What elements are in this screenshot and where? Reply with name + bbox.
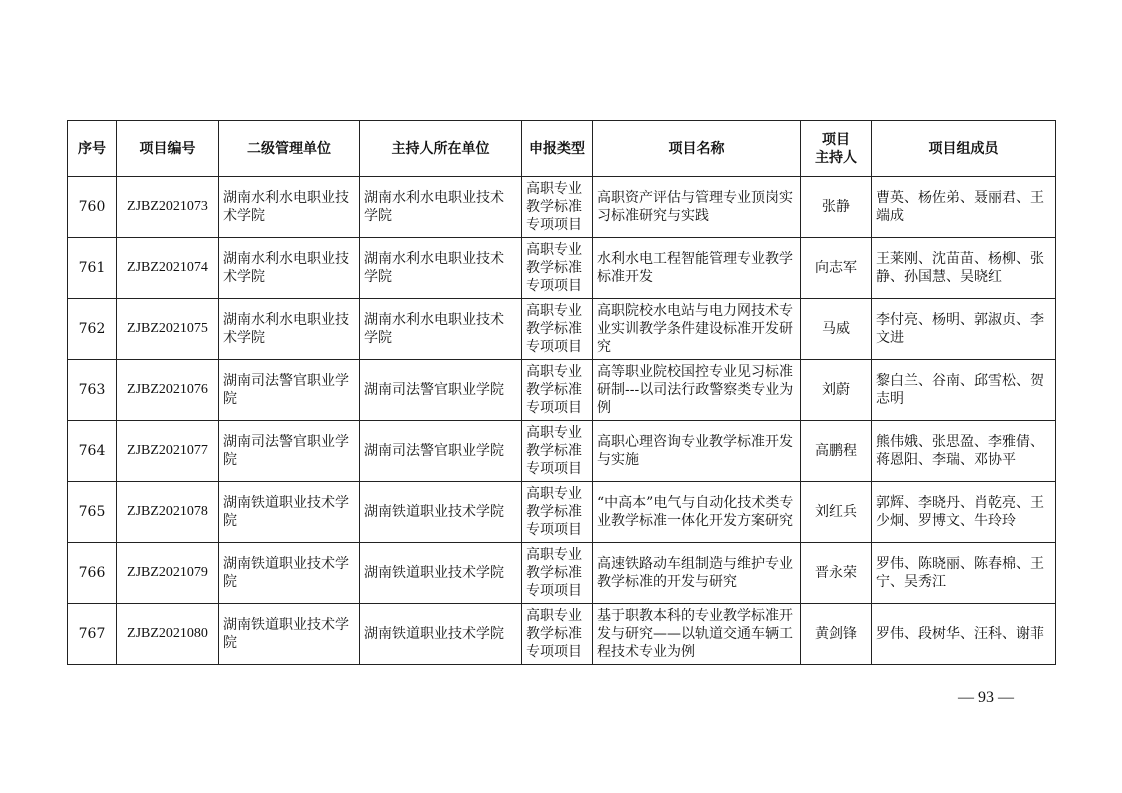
management-unit-cell: 湖南水利水电职业技术学院 xyxy=(219,299,360,360)
project-leader-cell: 张静 xyxy=(801,177,872,238)
management-unit-cell: 湖南铁道职业技术学院 xyxy=(219,604,360,665)
table-body xyxy=(68,177,1056,665)
host-unit-cell: 湖南铁道职业技术学院 xyxy=(360,543,522,604)
table-row xyxy=(68,543,1056,604)
project-name-cell: 高职心理咨询专业教学标准开发与实施 xyxy=(593,421,801,482)
row-index-cell: 765 xyxy=(68,482,117,543)
table-row xyxy=(68,238,1056,299)
project-name-cell: 高等职业院校国控专业见习标准研制---以司法行政警察类专业为例 xyxy=(593,360,801,421)
application-type-cell: 高职专业教学标准专项项目 xyxy=(522,604,593,665)
project-code-cell: ZJBZ2021080 xyxy=(117,604,219,665)
project-code-cell: ZJBZ2021074 xyxy=(117,238,219,299)
project-code-cell: ZJBZ2021077 xyxy=(117,421,219,482)
project-members-cell: 罗伟、段树华、汪科、谢菲 xyxy=(872,604,1056,665)
management-unit-cell: 湖南铁道职业技术学院 xyxy=(219,482,360,543)
header-cell: 项目 主持人 xyxy=(801,121,872,177)
page-number: — 93 — xyxy=(958,689,1014,706)
host-unit-cell: 湖南水利水电职业技术学院 xyxy=(360,238,522,299)
header-cell: 项目编号 xyxy=(117,121,219,177)
header-cell: 申报类型 xyxy=(522,121,593,177)
project-leader-cell: 晋永荣 xyxy=(801,543,872,604)
project-leader-cell: 刘蔚 xyxy=(801,360,872,421)
row-index-cell: 767 xyxy=(68,604,117,665)
project-members-cell: 郭辉、李晓丹、肖乾亮、王少炯、罗博文、牛玲玲 xyxy=(872,482,1056,543)
host-unit-cell: 湖南水利水电职业技术学院 xyxy=(360,299,522,360)
row-index-cell: 763 xyxy=(68,360,117,421)
table-row xyxy=(68,421,1056,482)
project-name-cell: “中高本”电气与自动化技术类专业教学标准一体化开发方案研究 xyxy=(593,482,801,543)
application-type-cell: 高职专业教学标准专项项目 xyxy=(522,482,593,543)
project-code-cell: ZJBZ2021078 xyxy=(117,482,219,543)
project-members-cell: 罗伟、陈晓丽、陈春棉、王宁、吴秀江 xyxy=(872,543,1056,604)
project-code-cell: ZJBZ2021075 xyxy=(117,299,219,360)
application-type-cell: 高职专业教学标准专项项目 xyxy=(522,238,593,299)
host-unit-cell: 湖南水利水电职业技术学院 xyxy=(360,177,522,238)
row-index-cell: 762 xyxy=(68,299,117,360)
header-cell: 项目组成员 xyxy=(872,121,1056,177)
header-cell: 项目名称 xyxy=(593,121,801,177)
application-type-cell: 高职专业教学标准专项项目 xyxy=(522,360,593,421)
project-name-cell: 高职资产评估与管理专业顶岗实习标准研究与实践 xyxy=(593,177,801,238)
table-row xyxy=(68,482,1056,543)
header-cell: 序号 xyxy=(68,121,117,177)
project-members-cell: 黎白兰、谷南、邱雪松、贺志明 xyxy=(872,360,1056,421)
project-leader-cell: 黄剑锋 xyxy=(801,604,872,665)
table-header-row xyxy=(68,121,1056,177)
application-type-cell: 高职专业教学标准专项项目 xyxy=(522,177,593,238)
project-code-cell: ZJBZ2021073 xyxy=(117,177,219,238)
management-unit-cell: 湖南铁道职业技术学院 xyxy=(219,543,360,604)
project-code-cell: ZJBZ2021079 xyxy=(117,543,219,604)
management-unit-cell: 湖南司法警官职业学院 xyxy=(219,421,360,482)
table-row xyxy=(68,299,1056,360)
project-members-cell: 熊伟娥、张思盈、李雅倩、蒋恩阳、李瑞、邓协平 xyxy=(872,421,1056,482)
management-unit-cell: 湖南司法警官职业学院 xyxy=(219,360,360,421)
project-members-cell: 王莱刚、沈苗苗、杨柳、张静、孙国慧、吴晓红 xyxy=(872,238,1056,299)
header-cell: 二级管理单位 xyxy=(219,121,360,177)
project-code-cell: ZJBZ2021076 xyxy=(117,360,219,421)
application-type-cell: 高职专业教学标准专项项目 xyxy=(522,543,593,604)
project-leader-cell: 马威 xyxy=(801,299,872,360)
management-unit-cell: 湖南水利水电职业技术学院 xyxy=(219,177,360,238)
host-unit-cell: 湖南司法警官职业学院 xyxy=(360,360,522,421)
row-index-cell: 764 xyxy=(68,421,117,482)
row-index-cell: 761 xyxy=(68,238,117,299)
project-name-cell: 高速铁路动车组制造与维护专业教学标准的开发与研究 xyxy=(593,543,801,604)
table-row xyxy=(68,604,1056,665)
application-type-cell: 高职专业教学标准专项项目 xyxy=(522,299,593,360)
table-row xyxy=(68,360,1056,421)
header-cell: 主持人所在单位 xyxy=(360,121,522,177)
project-members-cell: 李付亮、杨明、郭淑贞、李文进 xyxy=(872,299,1056,360)
host-unit-cell: 湖南司法警官职业学院 xyxy=(360,421,522,482)
table-row xyxy=(68,177,1056,238)
row-index-cell: 766 xyxy=(68,543,117,604)
project-leader-cell: 高鹏程 xyxy=(801,421,872,482)
project-table xyxy=(67,120,1056,665)
project-members-cell: 曹英、杨佐弟、聂丽君、王端成 xyxy=(872,177,1056,238)
application-type-cell: 高职专业教学标准专项项目 xyxy=(522,421,593,482)
management-unit-cell: 湖南水利水电职业技术学院 xyxy=(219,238,360,299)
project-leader-cell: 刘红兵 xyxy=(801,482,872,543)
project-name-cell: 高职院校水电站与电力网技术专业实训教学条件建设标准开发研究 xyxy=(593,299,801,360)
project-name-cell: 基于职教本科的专业教学标准开发与研究——以轨道交通车辆工程技术专业为例 xyxy=(593,604,801,665)
project-leader-cell: 向志军 xyxy=(801,238,872,299)
project-name-cell: 水利水电工程智能管理专业教学标准开发 xyxy=(593,238,801,299)
host-unit-cell: 湖南铁道职业技术学院 xyxy=(360,604,522,665)
row-index-cell: 760 xyxy=(68,177,117,238)
host-unit-cell: 湖南铁道职业技术学院 xyxy=(360,482,522,543)
